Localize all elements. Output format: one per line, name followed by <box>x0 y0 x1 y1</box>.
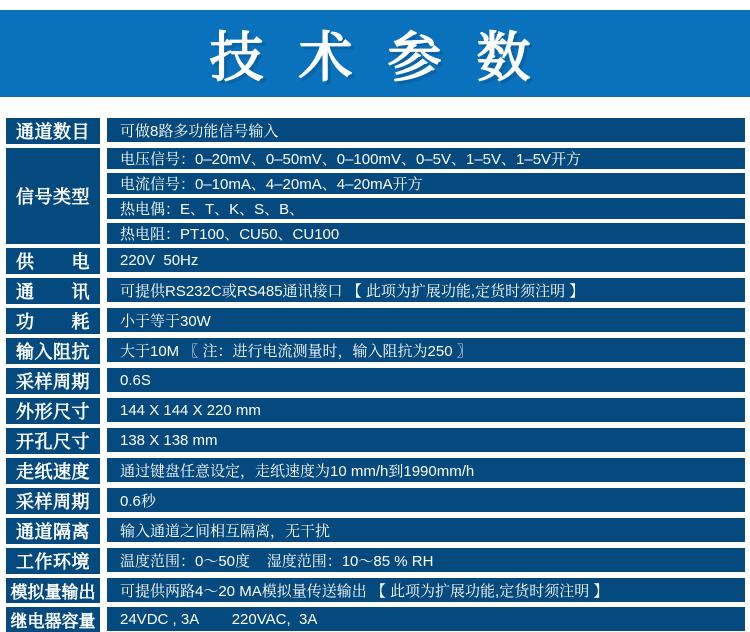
spec-row-operating-environment <box>6 548 745 574</box>
spec-table <box>6 118 745 632</box>
spec-label: 通道数目 <box>6 118 100 144</box>
spec-value: 220V 50Hz <box>107 248 745 272</box>
spec-label: 通 讯 <box>6 278 100 304</box>
spec-value: 0.6S <box>107 368 745 392</box>
spec-row-channel-count <box>6 118 745 144</box>
spec-value: 24VDC , 3A 220VAC, 3A <box>107 607 745 631</box>
spec-value: 温度范围：0～50度 湿度范围：10～85 % RH <box>107 548 745 572</box>
spec-value: 通过键盘任意设定，走纸速度为10 mm/h到1990mm/h <box>107 458 745 482</box>
spec-row-input-impedance <box>6 338 745 364</box>
spec-value: 可提供RS232C或RS485通讯接口 【 此项为扩展功能,定货时须注明 】 <box>107 278 745 302</box>
spec-row-outer-dimensions <box>6 398 745 424</box>
spec-sheet-page <box>0 10 750 632</box>
spec-value: 大于10M 〖 注：进行电流测量时，输入阻抗为250 〗 <box>107 338 745 362</box>
header-band <box>0 10 750 97</box>
spec-value: 可提供两路4～20 MA模拟量传送输出 【 此项为扩展功能,定货时须注明 】 <box>107 578 745 602</box>
spec-label: 采样周期 <box>6 488 100 514</box>
spec-row-relay-capacity <box>6 607 745 632</box>
spec-row-power-consumption <box>6 308 745 334</box>
spec-label: 继电器容量 <box>6 607 100 632</box>
spec-row-paper-speed <box>6 458 745 484</box>
spec-label: 信号类型 <box>6 148 100 244</box>
spec-row-communication <box>6 278 745 304</box>
spec-row-sampling-period-2 <box>6 488 745 514</box>
spec-label: 外形尺寸 <box>6 398 100 424</box>
spec-subvalue-voltage: 电压信号：0–20mV、0–50mV、0–100mV、0–5V、1–5V、1–5V开方 <box>107 148 745 169</box>
spec-label: 功 耗 <box>6 308 100 334</box>
spec-value: 138 X 138 mm <box>107 428 745 452</box>
spec-label: 供 电 <box>6 248 100 274</box>
spec-label: 走纸速度 <box>6 458 100 484</box>
spec-row-channel-isolation <box>6 518 745 544</box>
spec-row-analog-output <box>6 578 745 603</box>
spec-value: 可做8路多功能信号输入 <box>107 118 745 142</box>
spec-label: 开孔尺寸 <box>6 428 100 454</box>
spec-row-power-supply <box>6 248 745 274</box>
spec-subvalue-rtd: 热电阻：PT100、CU50、CU100 <box>107 223 745 244</box>
spec-value: 144 X 144 X 220 mm <box>107 398 745 422</box>
spec-row-cutout-dimensions <box>6 428 745 454</box>
spec-label: 模拟量输出 <box>6 578 100 603</box>
page-title: 技 术 参 数 <box>209 28 541 88</box>
spec-value: 小于等于30W <box>107 308 745 332</box>
spec-row-signal-types <box>6 148 745 244</box>
spec-label: 采样周期 <box>6 368 100 394</box>
spec-value: 输入通道之间相互隔离，无干扰 <box>107 518 745 542</box>
spec-value: 0.6秒 <box>107 488 745 512</box>
spec-label: 工作环境 <box>6 548 100 574</box>
spec-subvalue-column <box>107 148 745 244</box>
spec-label: 输入阻抗 <box>6 338 100 364</box>
spec-subvalue-thermocouple: 热电偶：E、T、K、S、B、 <box>107 198 745 219</box>
spec-row-sampling-period <box>6 368 745 394</box>
spec-subvalue-current: 电流信号：0–10mA、4–20mA、4–20mA开方 <box>107 173 745 194</box>
spec-label: 通道隔离 <box>6 518 100 544</box>
